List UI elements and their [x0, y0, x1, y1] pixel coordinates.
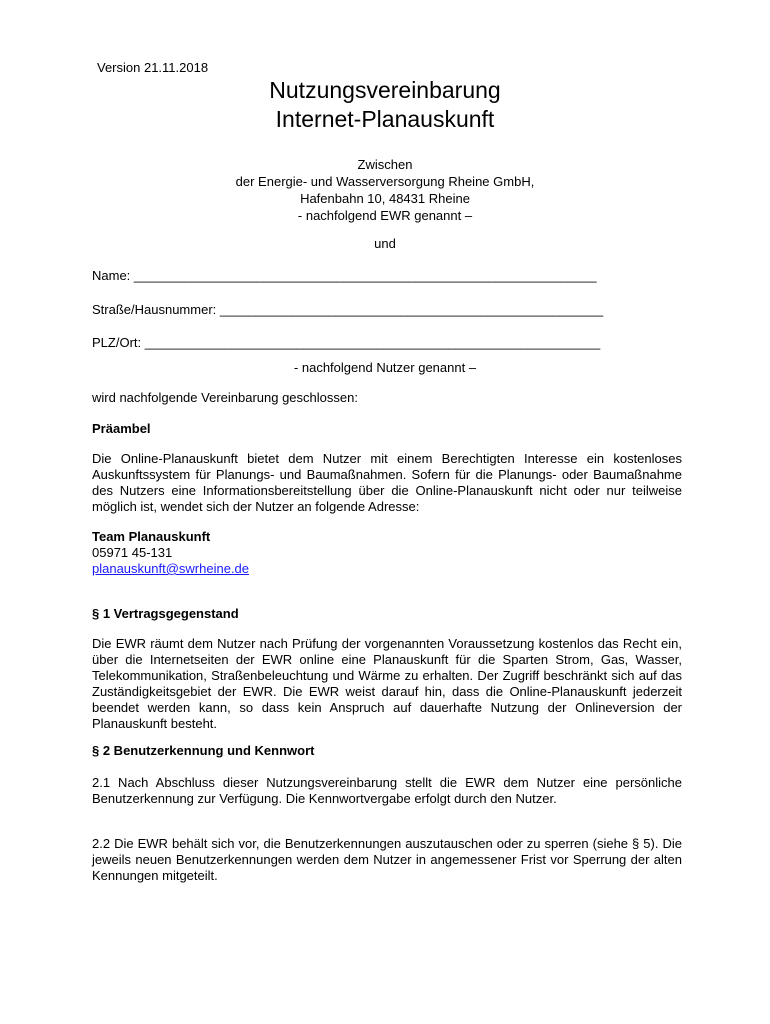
contact-phone: 05971 45-131	[92, 545, 173, 560]
name-field[interactable]: Name: ________________________________________________________________	[92, 268, 597, 283]
street-field[interactable]: Straße/Hausnummer: _____________________________________________________	[92, 302, 604, 317]
section2-heading: § 2 Benutzerkennung und Kennwort	[92, 743, 315, 758]
contact-team: Team Planauskunft	[92, 529, 211, 544]
section2-paragraph-2: 2.2 Die EWR behält sich vor, die Benutzerkennungen auszutauschen oder zu sperren (siehe § 5). Die jeweils neuen Benutzerkennungen werden dem Nutzer in angemessener Frist vor Sperrung der alten Kennungen mitgeteilt.	[92, 836, 682, 883]
document-title-line2: Internet-Planauskunft	[275, 106, 495, 132]
city-field[interactable]: PLZ/Ort: _______________________________________________________________	[92, 335, 601, 350]
parties-between: Zwischen	[357, 157, 413, 172]
section1-text: Die EWR räumt dem Nutzer nach Prüfung der vorgenannten Voraussetzung kostenlos das Recht ein, über die Internetseiten der EWR online eine Planauskunft für die Sparten Strom, Gas, Wasser, Telekommunikation, Straßenbeleuchtung und Wärme zu erhalten. Der Zugriff beschränkt sich auf das Zuständigkeitsgebiet der EWR. Die EWR weist darauf hin, dass die Online-Planauskunft jederzeit beendet werden kann, so dass kein Anspruch auf dauerhafte Nutzung der Onlineversion der Planauskunft besteht.	[92, 636, 682, 731]
section1-heading: § 1 Vertragsgegenstand	[92, 606, 239, 621]
contact-email-link[interactable]: planauskunft@swrheine.de	[92, 561, 250, 576]
parties-and: und	[374, 236, 396, 251]
user-alias: - nachfolgend Nutzer genannt –	[293, 360, 477, 375]
company-name: der Energie- und Wasserversorgung Rheine GmbH,	[235, 174, 535, 189]
preamble-heading: Präambel	[92, 421, 151, 436]
version-label: Version 21.11.2018	[97, 60, 209, 75]
company-alias: - nachfolgend EWR genannt –	[297, 208, 473, 223]
company-address: Hafenbahn 10, 48431 Rheine	[300, 191, 470, 206]
agreement-concluded-text: wird nachfolgende Vereinbarung geschlossen:	[92, 390, 358, 405]
preamble-text: Die Online-Planauskunft bietet dem Nutzer mit einem Berechtigten Interesse ein kostenloses Auskunftssystem für Planungs- und Baumaßnahmen. Sofern für die Planungs- oder Baumaßnahme des Nutzers eine Informationsbereitstellung über die Online-Planauskunft nicht oder nur teilweise möglich ist, wendet sich der Nutzer an folgende Adresse:	[92, 451, 682, 514]
section2-paragraph-1: 2.1 Nach Abschluss dieser Nutzungsvereinbarung stellt die EWR dem Nutzer eine persönliche Benutzerkennung zur Verfügung. Die Kennwortvergabe erfolgt durch den Nutzer.	[92, 775, 682, 806]
document-title-line1: Nutzungsvereinbarung	[269, 77, 501, 103]
